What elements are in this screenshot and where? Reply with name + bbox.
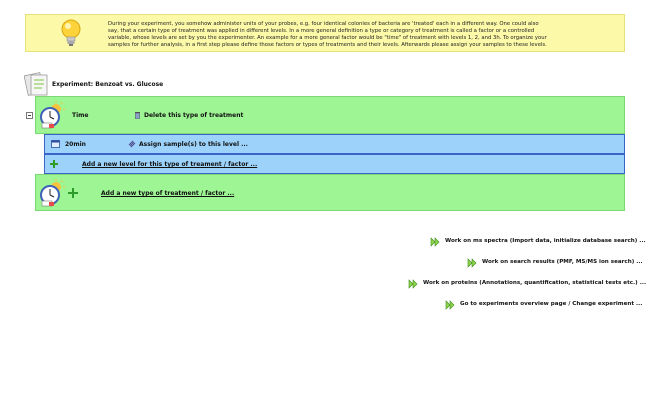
lightbulb-icon bbox=[58, 18, 84, 48]
delete-factor-button[interactable]: Delete this type of treatment bbox=[144, 112, 244, 119]
factor-name: Time bbox=[72, 112, 89, 119]
collapse-toggle-icon[interactable] bbox=[26, 112, 33, 119]
assign-clip-icon[interactable] bbox=[128, 140, 136, 148]
level-name: 20min bbox=[65, 141, 86, 148]
forward-arrow-icon[interactable] bbox=[467, 258, 477, 268]
add-level-link[interactable]: Add a new level for this type of treament / factor ... bbox=[82, 161, 258, 168]
factor-panel bbox=[35, 96, 625, 134]
new-factor-clock-icon bbox=[39, 179, 65, 207]
add-factor-plus-icon[interactable] bbox=[68, 188, 78, 198]
ms-spectra-link[interactable]: Work on ms spectra (Import data, initialize database search) ... bbox=[445, 238, 646, 244]
proteins-link[interactable]: Work on proteins (Annotations, quantification, statistical tests etc.) ... bbox=[423, 280, 647, 286]
factor-clock-icon bbox=[39, 101, 65, 129]
info-text: During your experiment, you somehow administer units of your probes, e.g. four identical colonies of bacteria are 'treated' each in a different way. One could also say, that a certain type of treatment was applied in different levels. In a more general definition a type or category of treatment is called a factor or a controlled variable, whose levels are set by you the experimenter. An example for a more general factor would be "time" of treatment with levels 1, 2, and 3h. To organize your samples for further analysis, in a first step please define those factors or types of treatments and their levels. Afterwards please assign your samples to these levels. bbox=[108, 21, 547, 48]
experiments-overview-link[interactable]: Go to experiments overview page / Change experiment ... bbox=[460, 301, 643, 307]
trash-icon[interactable] bbox=[134, 111, 141, 119]
add-factor-link[interactable]: Add a new type of treatment / factor ... bbox=[101, 190, 235, 197]
level-icon bbox=[51, 140, 60, 148]
experiment-documents-icon bbox=[24, 70, 50, 98]
search-results-link[interactable]: Work on search results (PMF, MS/MS ion search) ... bbox=[482, 259, 643, 265]
assign-samples-button[interactable]: Assign sample(s) to this level ... bbox=[139, 141, 248, 148]
forward-arrow-icon[interactable] bbox=[430, 237, 440, 247]
plus-icon[interactable] bbox=[50, 160, 58, 168]
forward-arrow-icon[interactable] bbox=[445, 300, 455, 310]
experiment-title: Experiment: Benzoat vs. Glucose bbox=[52, 81, 164, 88]
forward-arrow-icon[interactable] bbox=[408, 279, 418, 289]
